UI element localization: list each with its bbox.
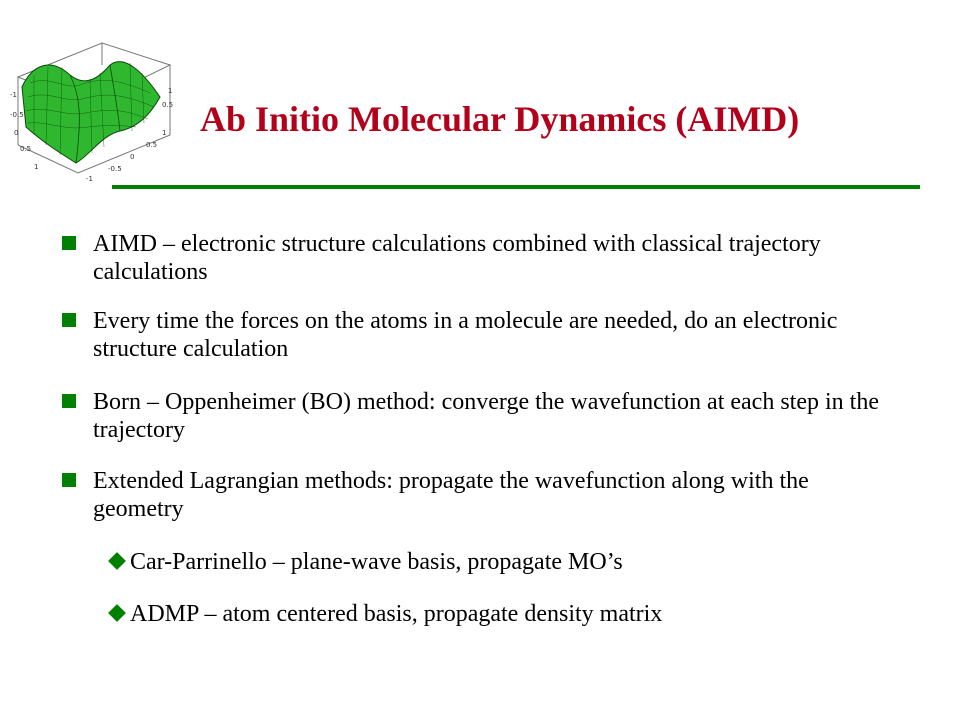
3d-surface-plot-icon (10, 35, 175, 185)
svg-text:-1: -1 (86, 175, 93, 183)
svg-text:-0.5: -0.5 (108, 165, 122, 173)
bullet-text: AIMD – electronic structure calculations combined with classical trajectory calculations (93, 231, 821, 285)
svg-text:0.5: 0.5 (146, 141, 158, 149)
svg-text:0: 0 (130, 153, 135, 161)
bullet-text: Born – Oppenheimer (BO) method: converge the wavefunction at each step in the trajectory (93, 389, 879, 443)
svg-text:1: 1 (34, 163, 39, 171)
square-bullet-icon (62, 394, 76, 408)
svg-text:1: 1 (162, 129, 167, 137)
diamond-bullet-icon (108, 604, 126, 622)
svg-text:1: 1 (168, 87, 173, 95)
slide-title: Ab Initio Molecular Dynamics (AIMD) (200, 99, 800, 139)
diamond-bullet-icon (108, 552, 126, 570)
square-bullet-icon (62, 236, 76, 250)
bullet-text: Every time the forces on the atoms in a molecule are needed, do an electronic structure calculation (93, 308, 838, 362)
svg-text:-0.5: -0.5 (10, 111, 24, 119)
square-bullet-icon (62, 473, 76, 487)
title-divider (112, 185, 920, 189)
bullet-text: Car-Parrinello – plane-wave basis, propagate MO’s (130, 549, 623, 575)
svg-text:0.5: 0.5 (20, 145, 32, 153)
bullet-text: Extended Lagrangian methods: propagate the wavefunction along with the geometry (93, 468, 809, 522)
svg-text:-1: -1 (10, 91, 17, 99)
square-bullet-icon (62, 313, 76, 327)
svg-text:0: 0 (14, 129, 19, 137)
svg-text:0.5: 0.5 (162, 101, 174, 109)
bullet-text: ADMP – atom centered basis, propagate density matrix (130, 601, 663, 627)
